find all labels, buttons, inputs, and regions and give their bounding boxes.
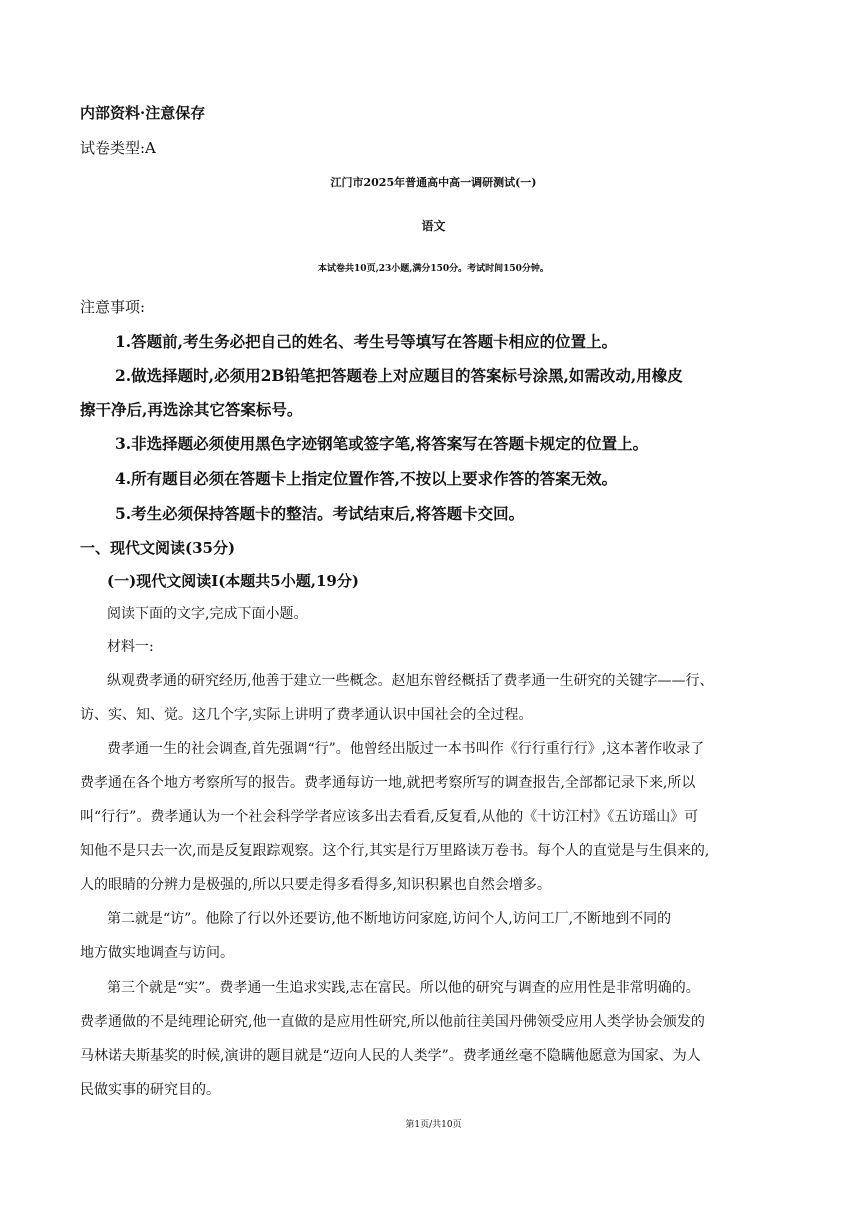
- note-item: 2.做选择题时,必须用2B铅笔把答题卷上对应题目的答案标号涂黑,如需改动,用橡皮: [115, 366, 683, 385]
- subject-title: 语文: [421, 219, 446, 233]
- exam-title: 江门市2025年普通高中高一调研测试(一): [330, 176, 537, 189]
- passage-line: 费孝通一生的社会调查,首先强调“行”。他曾经出版过一本书叫作《行行重行行》,这本著作收录了: [107, 741, 705, 757]
- passage-line: 民做实事的研究目的。: [80, 1082, 220, 1098]
- note-item: 5.考生必须保持答题卡的整洁。考试结束后,将答题卡交回。: [115, 504, 525, 523]
- page-number: 第1页/共10页: [405, 1120, 462, 1130]
- passage-line: 费孝通做的不是纯理论研究,他一直做的是应用性研究,所以他前往美国丹佛领受应用人类学协会颁发的: [80, 1014, 705, 1030]
- passage-line: 第三个就是“实”。费孝通一生追求实践,志在富民。所以他的研究与调查的应用性是非常明确的。: [107, 980, 700, 996]
- note-item: 3.非选择题必须使用黑色字迹钢笔或签字笔,将答案写在答题卡规定的位置上。: [115, 434, 649, 453]
- passage-line: 人的眼睛的分辨力是极强的,所以只要走得多看得多,知识积累也自然会增多。: [80, 877, 551, 893]
- passage-line: 马林诺夫斯基奖的时候,演讲的题目就是“迈向人民的人类学”。费孝通丝毫不隐瞒他愿意为国家、为人: [80, 1048, 701, 1064]
- section-heading: 一、现代文阅读(35分): [80, 539, 236, 557]
- confidential-label: 内部资料·注意保存: [80, 104, 206, 122]
- note-item: 1.答题前,考生务必把自己的姓名、考生号等填写在答题卡相应的位置上。: [115, 332, 618, 351]
- passage-line: 访、实、知、觉。这几个字,实际上讲明了费孝通认识中国社会的全过程。: [80, 707, 533, 723]
- material-label: 材料一:: [107, 639, 154, 655]
- passage-line: 地方做实地调查与访问。: [80, 945, 234, 961]
- reading-instruction: 阅读下面的文字,完成下面小题。: [107, 606, 308, 622]
- passage-line: 费孝通在各个地方考察所写的报告。费孝通每访一地,就把考察所写的调查报告,全部都记录下来,所以: [80, 775, 696, 791]
- passage-line: 知他不是只去一次,而是反复跟踪观察。这个行,其实是行万里路读万卷书。每个人的直觉是与生俱来的,: [80, 843, 710, 859]
- passage-line: 第二就是“访”。他除了行以外还要访,他不断地访问家庭,访问个人,访问工厂,不断地到不同的: [107, 911, 672, 927]
- exam-info: 本试卷共10页,23小题,满分150分。考试时间150分钟。: [318, 264, 549, 274]
- paper-type-label: 试卷类型:A: [80, 139, 156, 157]
- subsection-heading: (一)现代文阅读Ⅰ(本题共5小题,19分): [107, 572, 359, 590]
- note-item-continued: 擦干净后,再选涂其它答案标号。: [80, 400, 303, 419]
- passage-line: 叫“行行”。费孝通认为一个社会科学学者应该多出去看看,反复看,从他的《十访江村》《五访瑶山》可: [80, 809, 699, 825]
- note-item: 4.所有题目必须在答题卡上指定位置作答,不按以上要求作答的答案无效。: [115, 469, 618, 488]
- notes-heading: 注意事项:: [80, 298, 146, 316]
- passage-line: 纵观费孝通的研究经历,他善于建立一些概念。赵旭东曾经概括了费孝通一生研究的关键字——行、: [107, 673, 714, 689]
